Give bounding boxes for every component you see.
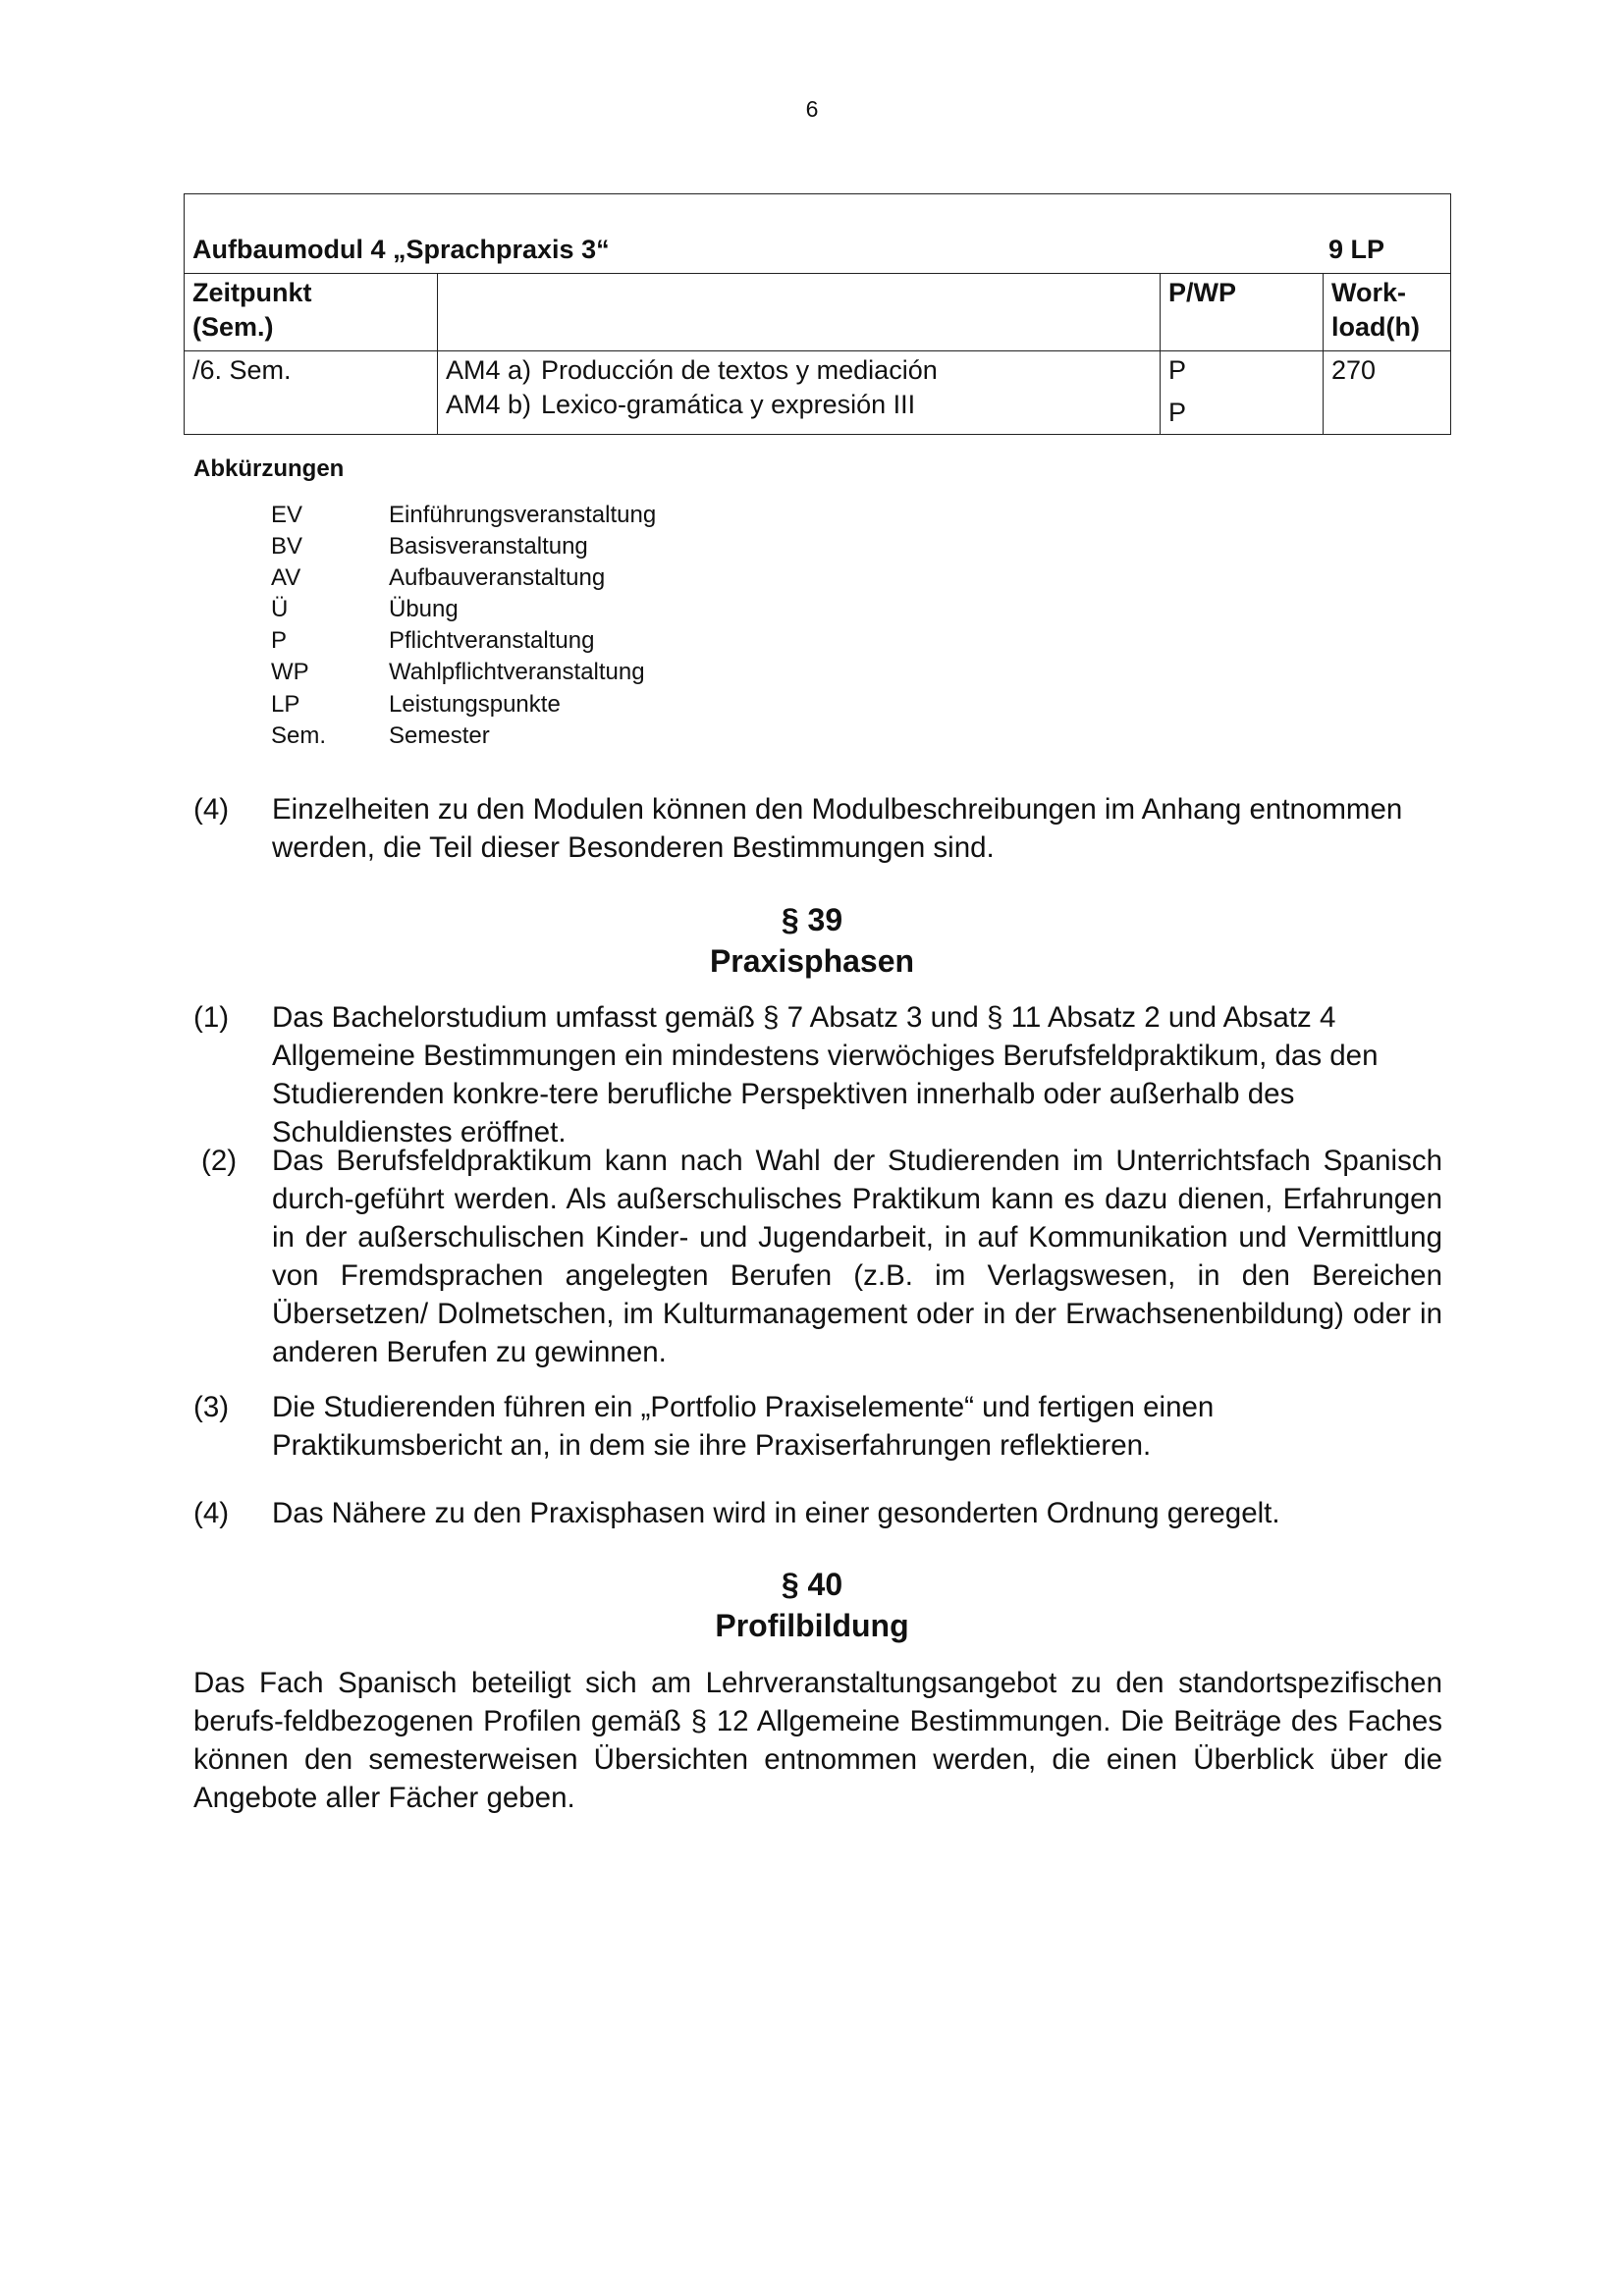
row-courses	[438, 351, 1161, 435]
section-39-paragraph: (3) Die Studierenden führen ein „Portfolio Praxiselemente“ und fertigen einen Praktikumsbericht an, in dem sie ihre Praxiserfahrungen reflektieren.	[193, 1391, 1215, 1462]
section-39-paragraph: (4) Das Nähere zu den Praxisphasen wird in einer gesonderten Ordnung geregelt.	[193, 1497, 1280, 1529]
paragraph-details: (4) Einzelheiten zu den Modulen können den Modulbeschreibungen im Anhang entnommen werden, die Teil dieser Besonderen Bestimmungen sind.	[193, 793, 1403, 864]
module-title-row	[185, 194, 1451, 274]
section-39-number: § 39	[781, 902, 843, 937]
row-semester: /6. Sem.	[185, 351, 438, 435]
row-workload: 270	[1324, 351, 1451, 435]
list-item: WP Wahlpflichtveranstaltung	[271, 659, 645, 686]
module-lp: 9 LP	[1328, 235, 1385, 264]
course-line: AM4 a) Producción de textos y mediación	[446, 355, 938, 385]
section-39-paragraph: (2) Das Berufsfeldpraktikum kann nach Wahl der Studierenden im Unterrichtsfach Spanisch durch-geführt werden. Als außerschulisches Praktikum kann es dazu dienen, Erfahrungen in der außerschulischen Kinder- und Jugendarbeit, in auf Kommunikation und Vermittlung von Fremdsprachen angelegten Berufen (z.B. im Verlagswesen, in den Bereichen Übersetzen/ Dolmetschen, im Kulturmanagement oder in der Erwachsenenbildung) oder in anderen Berufen zu gewinnen.	[201, 1145, 1442, 1368]
section-40-title: Profilbildung	[715, 1608, 909, 1643]
abbreviations-heading: Abkürzungen	[193, 455, 345, 482]
header-pwp: P/WP	[1161, 274, 1324, 351]
module-header-row	[185, 274, 1451, 351]
module-title: Aufbaumodul 4 „Sprachpraxis 3“	[192, 235, 610, 264]
abbreviations-list	[271, 500, 656, 752]
header-workload: Work- load(h)	[1324, 274, 1451, 351]
header-zeitpunkt: Zeitpunkt (Sem.)	[185, 274, 438, 351]
section-40-text: Das Fach Spanisch beteiligt sich am Lehrveranstaltungsangebot zu den standortspezifischen berufs-feldbezogenen Profilen gemäß § 12 Allgemeine Bestimmungen. Die Beiträge des Faches können den semesterweisen Übersichten entnommen werden, die einen Überblick über die Angebote aller Fächer geben.	[193, 1667, 1442, 1814]
list-item: BV Basisveranstaltung	[271, 533, 588, 561]
list-item: Sem. Semester	[271, 721, 490, 749]
list-item: EV Einführungsveranstaltung	[271, 502, 657, 528]
header-course	[438, 274, 1161, 351]
course-line: AM4 b) Lexico-gramática y expresión III	[446, 390, 916, 419]
list-item: P Pflichtveranstaltung	[271, 627, 595, 655]
section-39-title: Praxisphasen	[709, 943, 915, 979]
list-item: Ü Übung	[271, 596, 459, 623]
section-40-number: § 40	[781, 1567, 843, 1602]
table-row	[185, 351, 1451, 435]
row-pwp: P P	[1161, 351, 1324, 435]
list-item: AV Aufbauveranstaltung	[271, 564, 606, 592]
module-table	[184, 193, 1451, 435]
section-39-paragraph: (1) Das Bachelorstudium umfasst gemäß § 7 Absatz 3 und § 11 Absatz 2 und Absatz 4 Allgemeine Bestimmungen ein mindestens vierwöchiges Berufsfeldpraktikum, das den Studierenden konkre-tere berufliche Perspektiven innerhalb oder außerhalb des Schuldienstes eröffnet.	[193, 1001, 1379, 1148]
list-item: LP Leistungspunkte	[271, 690, 561, 718]
page-number: 6	[805, 96, 819, 122]
